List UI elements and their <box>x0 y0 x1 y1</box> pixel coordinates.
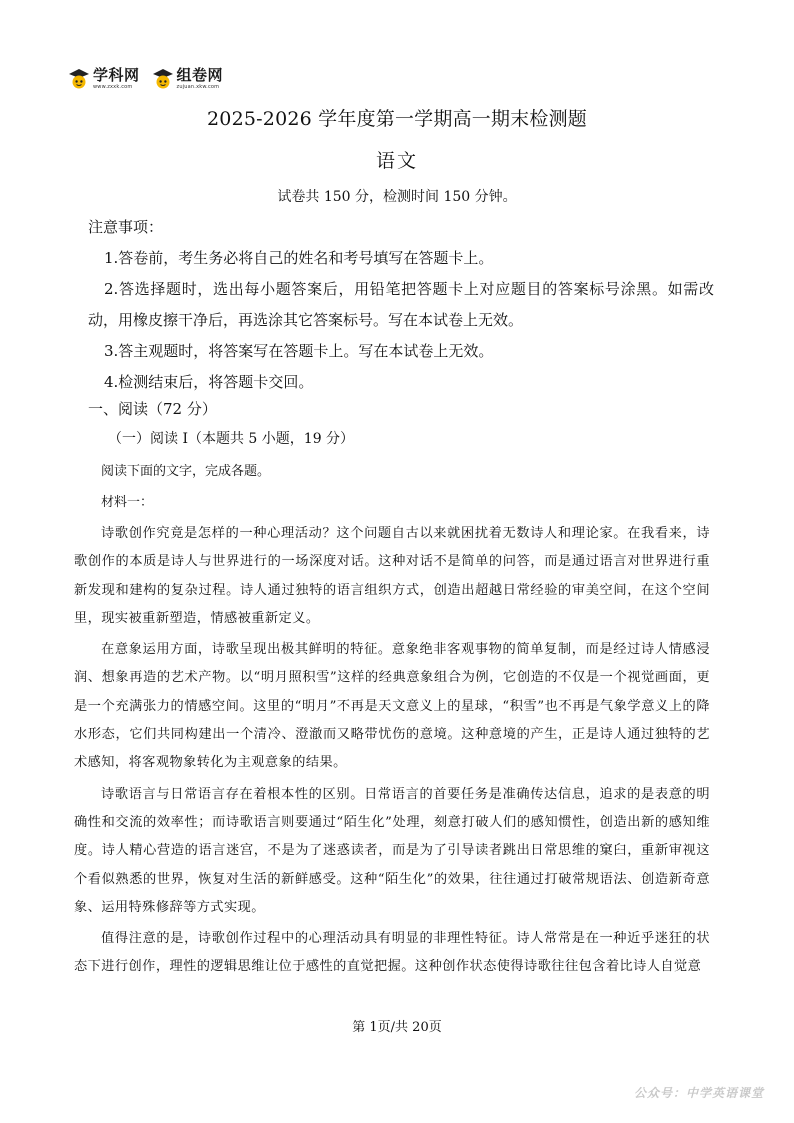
subsection-title: （一）阅读 I（本题共 5 小题，19 分） <box>108 431 355 447</box>
logo-name: 学科网 <box>93 66 140 84</box>
instruction-item: 4.检测结束后，将答题卡交回。 <box>104 373 314 391</box>
logo-name: 组卷网 <box>176 66 224 84</box>
logo-url: zujuan.xkw.com <box>176 84 220 90</box>
reading-instruction: 阅读下面的文字，完成各题。 <box>101 464 271 479</box>
instructions-header: 注意事项： <box>88 218 164 236</box>
instruction-item: 2.答选择题时，选出每小题答案后，用铅笔把答题卡上对应题目的答案标号涂黑。如需改动，用橡皮擦干净后，再选涂其它答案标号。写在本试卷上无效。 <box>88 280 714 329</box>
logo-row <box>68 64 235 94</box>
subject-title: 语文 <box>375 150 418 172</box>
page-footer: 第 1页/共 20页 <box>352 1020 442 1035</box>
instruction-item: 1.答卷前，考生务必将自己的姓名和考号填写在答题卡上。 <box>104 249 494 267</box>
passage-paragraph: 诗歌创作究竟是怎样的一种心理活动？这个问题自古以来就困扰着无数诗人和理论家。在我看来，诗歌创作的本质是诗人与世界进行的一场深度对话。这种对话不是简单的问答，而是通过语言对世界进行重新发现和建构的复杂过程。诗人通过独特的语言组织方式，创造出超越日常经验的审美空间，在这个空间里，现实被重新塑造，情感被重新定义。 <box>74 526 710 626</box>
material-label: 材料一： <box>101 495 154 510</box>
reading-passage <box>74 520 710 985</box>
exam-title: 2025-2026 学年度第一学期高一期末检测题 <box>207 108 587 130</box>
instruction-item: 3.答主观题时，将答案写在答题卡上。写在本试卷上无效。 <box>104 342 494 360</box>
passage-paragraph: 诗歌语言与日常语言存在着根本性的区别。日常语言的首要任务是准确传达信息，追求的是表意的明确性和交流的效率性；而诗歌语言则要通过“陌生化”处理，刻意打破人们的感知惯性，创造出新的感知维度。诗人精心营造的语言迷宫，不是为了迷惑读者，而是为了引导读者跳出日常思维的窠臼，重新审视这个看似熟悉的世界，恢复对生活的新鲜感受。这种“陌生化”的效果，往往通过打破常规语法、创造新奇意象、运用特殊修辞等方式实现。 <box>74 786 710 915</box>
passage-paragraph: 值得注意的是，诗歌创作过程中的心理活动具有明显的非理性特征。诗人常常是在一种近乎迷狂的状态下进行创作，理性的逻辑思维让位于感性的直觉把握。这种创作状态使得诗歌往往包含着比诗人自觉意 <box>74 931 710 975</box>
score-time-line: 试卷共 150 分，检测时间 150 分钟。 <box>277 189 517 205</box>
passage-paragraph: 在意象运用方面，诗歌呈现出极其鲜明的特征。意象绝非客观事物的简单复制，而是经过诗人情感浸润、想象再造的艺术产物。以“明月照积雪”这样的经典意象组合为例，它创造的不仅是一个视觉画面，更是一个充满张力的情感空间。这里的“明月”不再是天文意义上的星球，“积雪”也不再是气象学意义上的降水形态，它们共同构建出一个清冷、澄澈而又略带忧伤的意境。这种意境的产生，正是诗人通过独特的艺术感知，将客观物象转化为主观意象的结果。 <box>74 642 710 771</box>
logo-url: www.zxxk.com <box>93 84 133 90</box>
graduate-cap-face-icon <box>152 68 174 90</box>
logo-xuekewang[interactable] <box>68 68 140 90</box>
section-title: 一、阅读（72 分） <box>88 400 217 418</box>
logo-zujuanwang[interactable] <box>152 68 224 90</box>
instructions <box>88 212 714 398</box>
graduate-cap-face-icon <box>68 68 90 90</box>
watermark: 公众号：中学英语课堂 <box>633 1086 764 1100</box>
